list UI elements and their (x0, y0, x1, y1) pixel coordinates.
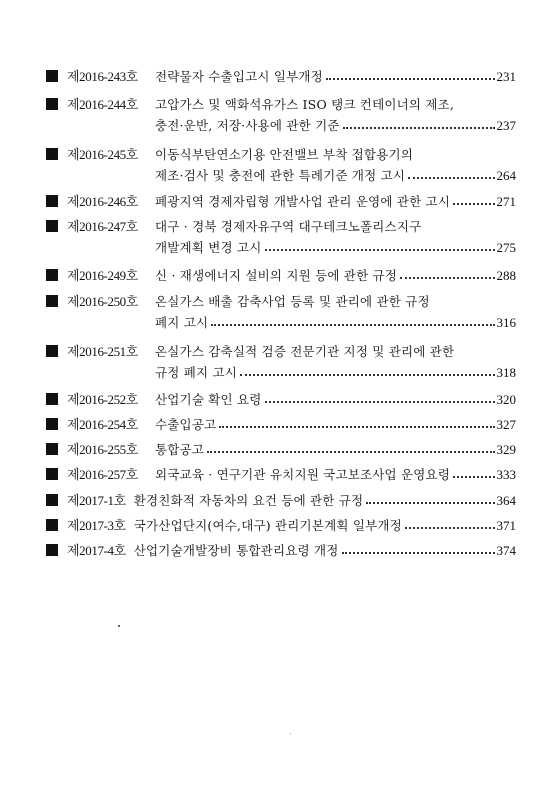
dot-leader (453, 476, 494, 478)
dot-leader (265, 401, 495, 403)
square-bullet-icon (46, 443, 58, 455)
entry-title-continued: 충전·운반, 저장·사용에 관한 기준 (155, 117, 340, 133)
table-of-contents (46, 62, 516, 558)
toc-entry[interactable] (46, 62, 516, 83)
square-bullet-icon (46, 393, 58, 405)
notice-number: 제2016-257호 (67, 467, 138, 482)
square-bullet-icon (46, 468, 58, 480)
square-bullet-icon (46, 295, 58, 307)
entry-title-continued: 개발계획 변경 고시 (155, 239, 262, 255)
entry-title: 외국교육 · 연구기관 유치지원 국고보조사업 운영요령 (155, 466, 451, 482)
square-bullet-icon (46, 519, 58, 531)
dot-leader (211, 324, 494, 326)
entry-title: 온실가스 감축실적 검증 전문기관 지정 및 관리에 관한 (155, 343, 455, 359)
toc-entry[interactable] (46, 140, 516, 182)
notice-number: 제2016-255호 (67, 442, 138, 457)
dot-leader (343, 127, 495, 129)
dot-leader (400, 277, 494, 279)
square-bullet-icon (46, 70, 58, 82)
entry-title: 고압가스 및 액화석유가스 ISO 탱크 컨테이너의 제조, (155, 96, 455, 112)
square-bullet-icon (46, 98, 58, 110)
notice-number: 제2016-243호 (67, 69, 138, 84)
toc-entry[interactable] (46, 337, 516, 379)
toc-entry[interactable] (46, 212, 516, 254)
notice-number: 제2016-250호 (67, 294, 138, 309)
page-number: 264 (496, 168, 516, 183)
page-number: 288 (496, 268, 516, 283)
dot-leader (240, 374, 495, 376)
entry-title: 전략물자 수출입고시 일부개정 (155, 68, 323, 84)
dot-leader (219, 426, 494, 428)
square-bullet-icon (46, 269, 58, 281)
notice-number: 제2017-4호 (67, 543, 126, 558)
square-bullet-icon (46, 544, 58, 556)
page-number: 271 (496, 194, 516, 209)
entry-title: 온실가스 배출 감축사업 등록 및 관리에 관한 규정 (155, 293, 430, 309)
entry-title: 통합공고 (155, 441, 205, 457)
square-bullet-icon (46, 220, 58, 232)
square-bullet-icon (46, 345, 58, 357)
square-bullet-icon (46, 148, 58, 160)
toc-entry[interactable] (46, 460, 516, 481)
entry-title: 폐광지역 경제자립형 개발사업 관리 운영에 관한 고시 (155, 193, 451, 209)
notice-number: 제2016-247호 (67, 219, 138, 234)
page-number: 374 (496, 543, 516, 558)
notice-number: 제2017-1호 (67, 493, 126, 508)
notice-number: 제2016-249호 (67, 268, 138, 283)
page-number: 371 (496, 518, 516, 533)
notice-number: 제2016-244호 (67, 97, 138, 112)
toc-entry[interactable] (46, 287, 516, 329)
dot-leader (405, 527, 495, 529)
page-number: 329 (496, 442, 516, 457)
toc-entry[interactable] (46, 90, 516, 132)
scan-speck (118, 625, 120, 627)
entry-title: 신 · 재생에너지 설비의 지원 등에 관한 규정 (155, 267, 398, 283)
toc-entry[interactable] (46, 486, 516, 507)
entry-title: 산업기술 확인 요령 (155, 391, 262, 407)
page-number: 333 (496, 467, 516, 482)
toc-entry[interactable] (46, 511, 516, 532)
toc-entry[interactable] (46, 261, 516, 282)
square-bullet-icon (46, 494, 58, 506)
notice-number: 제2016-245호 (67, 147, 138, 162)
toc-entry[interactable] (46, 435, 516, 456)
dot-leader (207, 451, 494, 453)
entry-title: 이동식부탄연소기용 안전밸브 부착 접합용기의 (155, 146, 414, 162)
notice-number: 제2016-251호 (67, 344, 138, 359)
entry-title: 대구 · 경북 경제자유구역 대구테크노폴리스지구 (155, 218, 422, 234)
dot-leader (342, 552, 495, 554)
page-number: 275 (496, 240, 516, 255)
dot-leader (265, 249, 495, 251)
square-bullet-icon (46, 418, 58, 430)
dot-leader (408, 177, 494, 179)
toc-entry[interactable] (46, 410, 516, 431)
page-number: 327 (496, 417, 516, 432)
page-number: 316 (496, 315, 516, 330)
square-bullet-icon (46, 195, 58, 207)
page-number: 237 (496, 118, 516, 133)
entry-title-continued: 제조·검사 및 충전에 관한 특례기준 개정 고시 (155, 167, 406, 183)
toc-entry[interactable] (46, 536, 516, 557)
notice-number: 제2016-246호 (67, 194, 138, 209)
notice-number: 제2016-254호 (67, 417, 138, 432)
toc-entry[interactable] (46, 187, 516, 208)
dot-leader (326, 78, 495, 80)
dot-leader (453, 203, 494, 205)
toc-entry[interactable] (46, 385, 516, 406)
entry-title: 산업기술개발장비 통합관리요령 개정 (133, 542, 339, 558)
page-number: 318 (496, 365, 516, 380)
entry-title: 환경친화적 자동차의 요건 등에 관한 규정 (133, 492, 364, 508)
notice-number: 제2017-3호 (67, 518, 126, 533)
entry-title-continued: 폐지 고시 (155, 314, 209, 330)
entry-title: 수출입공고 (155, 416, 217, 432)
dot-leader (366, 502, 494, 504)
page-number: 320 (496, 392, 516, 407)
entry-title: 국가산업단지(여수,대구) 관리기본계획 일부개정 (133, 517, 402, 533)
scan-speck (290, 733, 291, 734)
entry-title-continued: 규정 폐지 고시 (155, 364, 237, 380)
page-number: 231 (496, 69, 516, 84)
notice-number: 제2016-252호 (67, 392, 138, 407)
page-number: 364 (496, 493, 516, 508)
